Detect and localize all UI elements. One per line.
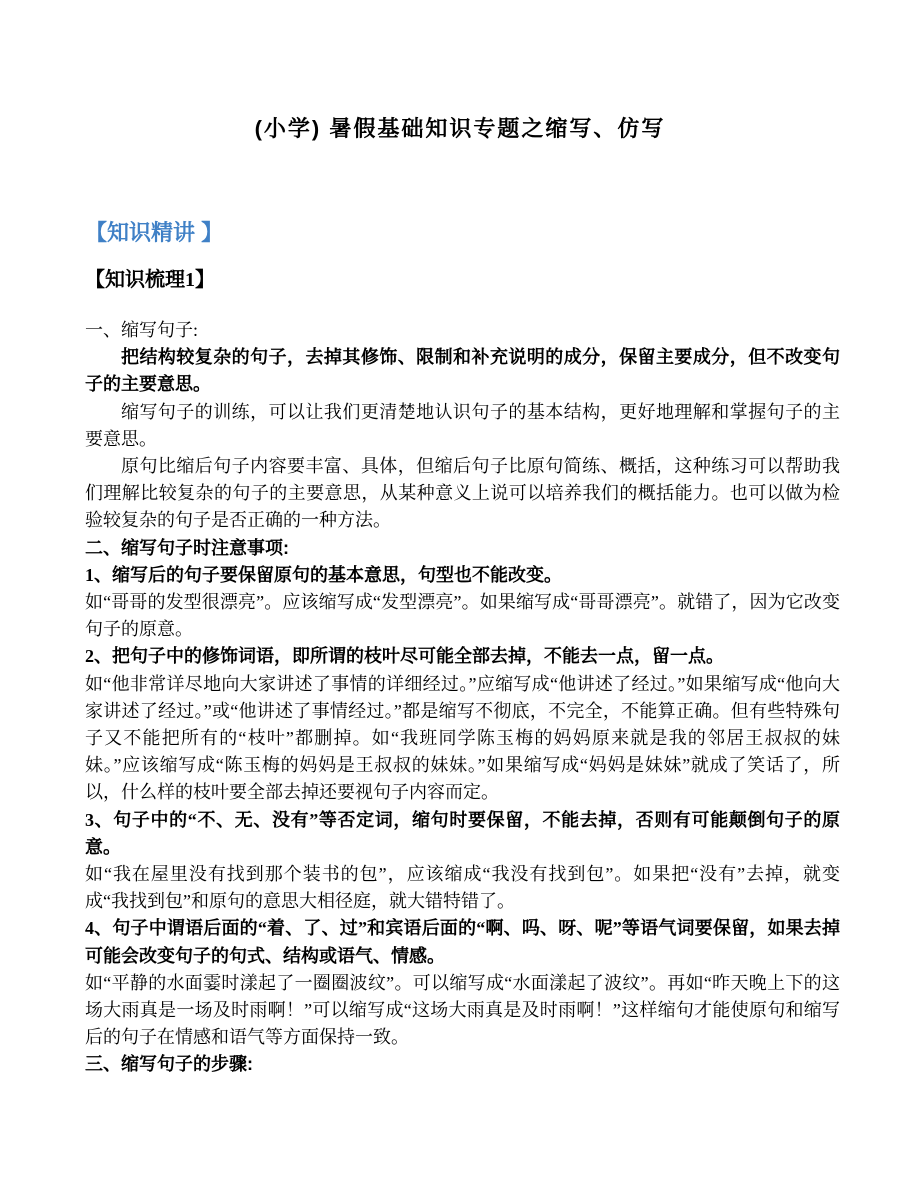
paragraph: 一、缩写句子: [85, 320, 199, 340]
paragraph: 如“我在屋里没有找到那个装书的包”，应该缩成“我没有找到包”。如果把“没有”去掉，就变成“我找到包”和原句的意思大相径庭，就大错特错了。 [85, 864, 840, 912]
paragraph: 二、缩写句子时注意事项: [85, 537, 289, 558]
paragraph: 1、缩写后的句子要保留原句的基本意思，句型也不能改变。 [85, 564, 562, 585]
paragraph: 3、句子中的“不、无、没有”等否定词，缩句时要保留，不能去掉，否则有可能颠倒句子的原意。 [85, 809, 840, 857]
paragraph: 把结构较复杂的句子，去掉其修饰、限制和补充说明的成分，保留主要成分，但不改变句子的主要意思。 [85, 347, 840, 395]
paragraph: 如“哥哥的发型很漂亮”。应该缩写成“发型漂亮”。如果缩写成“哥哥漂亮”。就错了，因为它改变句子的原意。 [85, 592, 840, 640]
paragraph: 2、把句子中的修饰词语，即所谓的枝叶尽可能全部去掉，不能去一点，留一点。 [85, 646, 724, 667]
paragraph: 如“平静的水面霎时漾起了一圈圈波纹”。可以缩写成“水面漾起了波纹”。再如“昨天晚上下的这场大雨真是一场及时雨啊！”可以缩写成“这场大雨真是及时雨啊！”这样缩句才能使原句和缩写后的句子在情感和语气等方面保持一致。 [85, 972, 840, 1048]
page-title: (小学) 暑假基础知识专题之缩写、仿写 [254, 116, 666, 141]
document-body [85, 317, 840, 1079]
paragraph: 缩写句子的训练，可以让我们更清楚地认识句子的基本结构，更好地理解和掌握句子的主要意思。 [85, 401, 840, 449]
paragraph: 4、句子中谓语后面的“着、了、过”和宾语后面的“啊、吗、呀、呢”等语气词要保留，如果去掉可能会改变句子的句式、结构或语气、情感。 [85, 918, 840, 966]
document-content [85, 218, 840, 1079]
subsection-heading: 【知识梳理1】 [85, 269, 215, 291]
section-heading: 【知识精讲 】 [85, 220, 224, 245]
paragraph: 如“他非常详尽地向大家讲述了事情的详细经过。”应缩写成“他讲述了经过。”如果缩写成“他向大家讲述了经过。”或“他讲述了事情经过。”都是缩写不彻底，不完全，不能算正确。但有些特殊句子又不能把所有的“枝叶”都删掉。如“我班同学陈玉梅的妈妈原来就是我的邻居王叔叔的妹妹。”应该缩写成“陈玉梅的妈妈是王叔叔的妹妹。”如果缩写成“妈妈是妹妹”就成了笑话了，所以，什么样的枝叶要全部去掉还要视句子内容而定。 [85, 673, 840, 803]
paragraph: 原句比缩后句子内容要丰富、具体，但缩后句子比原句简练、概括，这种练习可以帮助我们理解比较复杂的句子的主要意思，从某种意义上说可以培养我们的概括能力。也可以做为检验较复杂的句子是否正确的一种方法。 [85, 456, 840, 531]
paragraph: 三、缩写句子的步骤: [85, 1054, 253, 1075]
